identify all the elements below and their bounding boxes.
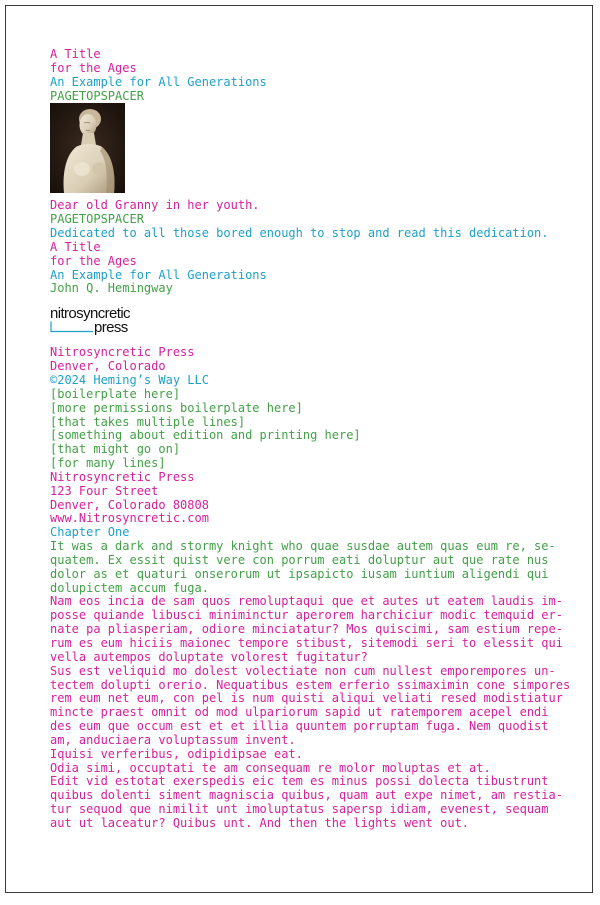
chapter-paragraph: [50, 539, 556, 595]
chapter-paragraph: [50, 762, 546, 776]
paragraph-line: rum es eum hiciis maionec tempore stibust, sitemodi seri to elessit qui: [50, 636, 563, 650]
title-line-2: for the Ages: [50, 60, 137, 75]
paragraph-line: dolupictem accum fuga.: [50, 580, 209, 595]
chapter-paragraph: [50, 774, 563, 830]
paragraph-line: quibus dolenti siment magniscia quibus, quam aut expe nimet, am restia-: [50, 788, 563, 803]
logo-line-1: nitrosyncretic: [50, 305, 130, 323]
logo-line-2: press: [94, 319, 128, 336]
publisher-logo: [50, 305, 160, 335]
book-page: [5, 5, 593, 893]
paragraph-line: tectem dolupti orerio. Nequatibus estem erferio ssimaximin cone simpores: [50, 677, 571, 692]
address-city: Denver, Colorado 80808: [50, 497, 209, 512]
page-top-spacer: PAGETOPSPACER: [50, 212, 144, 227]
subtitle: An Example for All Generations: [50, 74, 267, 89]
boilerplate-line: [more permissions boilerplate here]: [50, 400, 303, 415]
copyright-line: ©2024 Heming’s Way LLC: [50, 372, 209, 387]
boilerplate-line: [that takes multiple lines]: [50, 414, 246, 429]
frontispiece-image: [50, 103, 125, 193]
page-top-spacer: PAGETOPSPACER: [50, 88, 144, 103]
author-name: John Q. Hemingway: [50, 281, 173, 296]
paragraph-line: aut ut laceatur? Quibus unt. And then the lights went out.: [50, 815, 470, 830]
paragraph-line: vella autempos doluptate volorest fugitatur?: [50, 649, 368, 664]
title-line-2: for the Ages: [50, 253, 137, 268]
frontispiece-caption: Dear old Granny in her youth.: [50, 198, 260, 213]
address-name: Nitrosyncretic Press: [50, 469, 195, 484]
title-line-1: A Title: [50, 47, 101, 61]
paragraph-line: nate pa pliasperiam, odiore minciatatur? Mos quiscimi, sam estium repe-: [50, 622, 563, 637]
paragraph-line: am, anduciaera voluptassum invent.: [50, 732, 296, 747]
paragraph-line: rem eum net eum, con pel is num quisti aliqui veliati resed modistiatur: [50, 691, 563, 706]
paragraph-line: dolor as et quaturi onserorum ut ipsapicto iusam iuntium aligendi qui: [50, 566, 549, 581]
dedication: Dedicated to all those bored enough to stop and read this dedication.: [50, 226, 549, 241]
publisher-location: Denver, Colorado: [50, 359, 166, 374]
paragraph-line: mincte praest omnit od mod ulpariorum sapid ut ratemporem acepel endi: [50, 705, 549, 720]
boilerplate-line: [boilerplate here]: [50, 386, 181, 401]
paragraph-line: des eum que occum est et et illia quuntem porruptam fuga. Nem quodist: [50, 719, 549, 734]
chapter-paragraph: [50, 594, 563, 664]
publisher-logo-mark: [50, 305, 160, 335]
paragraph-line: Sus est veliquid mo dolest volectiate non cum nullest emporempores un-: [50, 663, 556, 678]
address-street: 123 Four Street: [50, 483, 159, 498]
chapter-paragraph: [50, 748, 546, 762]
website-link[interactable]: www.Nitrosyncretic.com: [50, 511, 209, 526]
paragraph-line: Edit vid estotat exerspedis eic tem es minus possi dolecta tibustrunt: [50, 774, 549, 789]
paragraph-line: Nam eos incia de sam quos remoluptaqui que et autes ut eatem laudis im-: [50, 594, 563, 609]
paragraph-line: Iquisi verferibus, odipidipsae eat.: [50, 746, 303, 761]
boilerplate-line: [that might go on]: [50, 442, 181, 457]
publisher-name: Nitrosyncretic Press: [50, 345, 195, 360]
paragraph-line: posse quiande libusci miniminctur aperorem harchiciur modic temquid er-: [50, 608, 563, 623]
title-line-1: A Title: [50, 239, 101, 254]
paragraph-line: tur sequod que nimilit unt imoluptatus sapersp idiam, evenest, sequam: [50, 802, 549, 817]
page-content: [50, 47, 571, 831]
subtitle: An Example for All Generations: [50, 267, 267, 282]
statue-bust-image: [50, 103, 125, 193]
boilerplate-line: [for many lines]: [50, 456, 166, 471]
chapter-heading: Chapter One: [50, 525, 130, 540]
paragraph-line: quatem. Ex essit quist vere con porrum eati doluptur aut que rate nus: [50, 552, 549, 567]
paragraph-line: It was a dark and stormy knight who quae susdae autem quas eum re, se-: [50, 539, 556, 554]
paragraph-line: Odia simi, occuptati te am consequam re molor moluptas et at.: [50, 760, 491, 775]
boilerplate-line: [something about edition and printing here]: [50, 428, 361, 443]
chapter-paragraph: [50, 663, 571, 748]
